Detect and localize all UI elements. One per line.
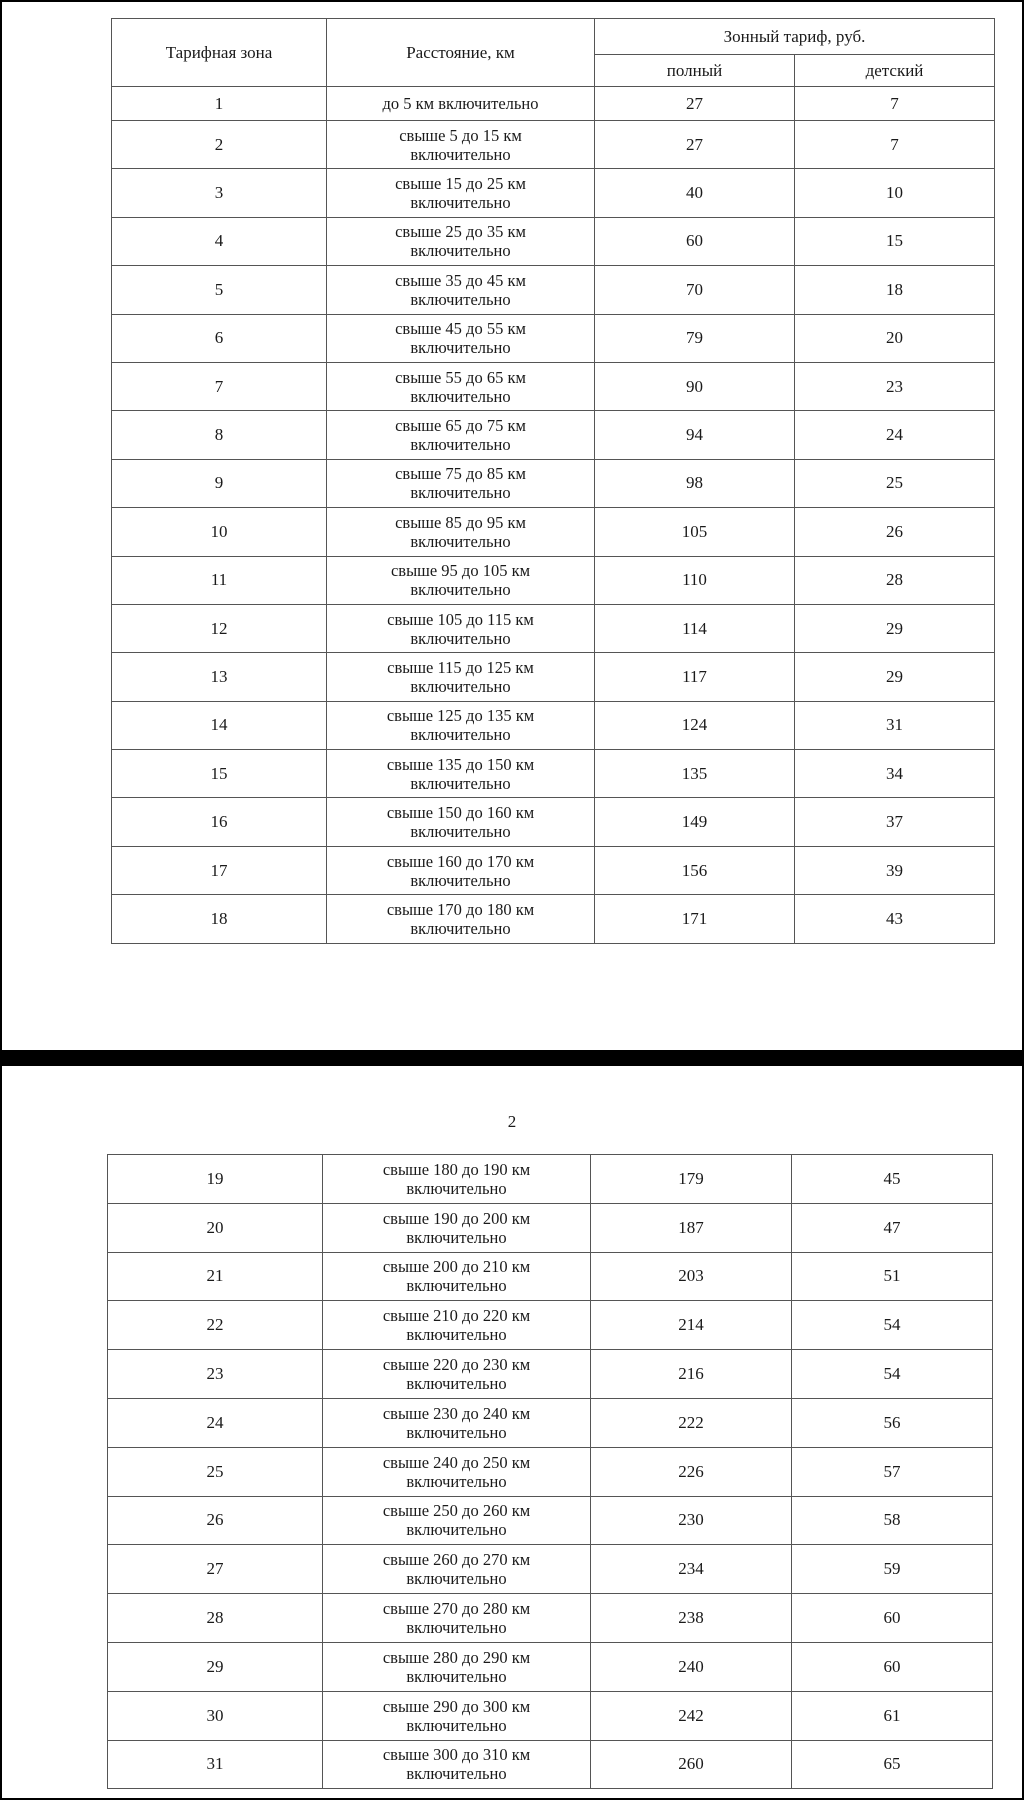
cell-zone: 30 (108, 1691, 323, 1740)
cell-distance (327, 217, 595, 265)
cell-zone: 6 (112, 314, 327, 362)
cell-full-fare: 216 (591, 1350, 792, 1399)
cell-child-fare: 54 (792, 1350, 993, 1399)
cell-zone: 15 (112, 750, 327, 798)
cell-child-fare: 37 (795, 798, 995, 846)
cell-distance (327, 750, 595, 798)
tariff-table-page-2 (107, 1154, 993, 1789)
cell-child-fare: 31 (795, 701, 995, 749)
cell-distance (323, 1691, 591, 1740)
distance-range: свыше 300 до 310 км (382, 1745, 531, 1765)
cell-child-fare: 15 (795, 217, 995, 265)
distance-range: свыше 160 до 170 км (386, 851, 535, 871)
cell-child-fare: 24 (795, 411, 995, 459)
cell-child-fare: 7 (795, 121, 995, 169)
table-row (108, 1350, 993, 1399)
table-row (108, 1642, 993, 1691)
distance-inclusive: включительно (410, 386, 511, 406)
table-row (108, 1398, 993, 1447)
table-row (112, 121, 995, 169)
cell-full-fare: 27 (595, 121, 795, 169)
table-row (108, 1740, 993, 1789)
cell-distance (323, 1545, 591, 1594)
cell-zone: 1 (112, 87, 327, 121)
distance-inclusive: включительно (406, 1374, 507, 1394)
cell-zone: 28 (108, 1594, 323, 1643)
table-row (112, 411, 995, 459)
cell-full-fare: 230 (591, 1496, 792, 1545)
cell-full-fare: 238 (591, 1594, 792, 1643)
distance-range: свыше 85 до 95 км (395, 512, 526, 532)
table-row (112, 556, 995, 604)
distance-range: свыше 200 до 210 км (382, 1257, 531, 1277)
distance-range: свыше 75 до 85 км (395, 464, 526, 484)
cell-distance (327, 653, 595, 701)
distance-inclusive: включительно (410, 870, 511, 890)
distance-range: свыше 105 до 115 км (387, 609, 534, 629)
cell-full-fare: 203 (591, 1252, 792, 1301)
table-row (112, 653, 995, 701)
cell-zone: 31 (108, 1740, 323, 1789)
cell-full-fare: 156 (595, 846, 795, 894)
cell-zone: 8 (112, 411, 327, 459)
cell-child-fare: 29 (795, 653, 995, 701)
distance-inclusive: включительно (410, 676, 511, 696)
table-row (112, 266, 995, 314)
cell-full-fare: 110 (595, 556, 795, 604)
distance-range: свыше 25 до 35 км (395, 222, 526, 242)
table-row (108, 1545, 993, 1594)
cell-child-fare: 18 (795, 266, 995, 314)
distance-range: свыше 270 до 280 км (382, 1599, 531, 1619)
cell-distance (327, 362, 595, 410)
header-zone: Тарифная зона (112, 19, 327, 87)
distance-range: свыше 35 до 45 км (395, 270, 526, 290)
distance-inclusive: включительно (410, 435, 511, 455)
distance-inclusive: включительно (406, 1764, 507, 1784)
distance-inclusive: включительно (406, 1178, 507, 1198)
distance-inclusive: включительно (410, 773, 511, 793)
header-tariff-group: Зонный тариф, руб. (595, 19, 995, 55)
distance-inclusive: включительно (410, 531, 511, 551)
page-separator (0, 1050, 1024, 1066)
cell-distance (327, 266, 595, 314)
cell-distance (323, 1350, 591, 1399)
cell-zone: 29 (108, 1642, 323, 1691)
cell-child-fare: 28 (795, 556, 995, 604)
header-full: полный (595, 55, 795, 87)
table-row (108, 1252, 993, 1301)
cell-child-fare: 60 (792, 1594, 993, 1643)
cell-child-fare: 29 (795, 604, 995, 652)
cell-distance (327, 798, 595, 846)
cell-child-fare: 56 (792, 1398, 993, 1447)
table-row (112, 604, 995, 652)
distance-range: свыше 220 до 230 км (382, 1355, 531, 1375)
cell-full-fare: 179 (591, 1155, 792, 1204)
cell-full-fare: 187 (591, 1203, 792, 1252)
distance-inclusive: включительно (410, 580, 511, 600)
distance-inclusive: включительно (406, 1276, 507, 1296)
cell-zone: 4 (112, 217, 327, 265)
cell-full-fare: 94 (595, 411, 795, 459)
table-row (108, 1496, 993, 1545)
table-row (112, 895, 995, 943)
cell-distance (327, 87, 595, 121)
table-row (108, 1155, 993, 1204)
cell-distance (323, 1594, 591, 1643)
cell-full-fare: 90 (595, 362, 795, 410)
distance-range: свыше 95 до 105 км (390, 561, 531, 581)
header-distance: Расстояние, км (327, 19, 595, 87)
cell-zone: 16 (112, 798, 327, 846)
cell-full-fare: 40 (595, 169, 795, 217)
cell-distance (323, 1252, 591, 1301)
table-row (108, 1203, 993, 1252)
cell-zone: 17 (112, 846, 327, 894)
cell-zone: 7 (112, 362, 327, 410)
cell-full-fare: 222 (591, 1398, 792, 1447)
cell-zone: 27 (108, 1545, 323, 1594)
cell-distance (327, 508, 595, 556)
distance-inclusive: включительно (410, 918, 511, 938)
cell-zone: 26 (108, 1496, 323, 1545)
cell-zone: 18 (112, 895, 327, 943)
cell-zone: 14 (112, 701, 327, 749)
cell-distance (327, 411, 595, 459)
table-row (112, 846, 995, 894)
cell-child-fare: 59 (792, 1545, 993, 1594)
cell-zone: 11 (112, 556, 327, 604)
cell-distance (323, 1155, 591, 1204)
distance-range: свыше 240 до 250 км (382, 1452, 531, 1472)
cell-full-fare: 27 (595, 87, 795, 121)
cell-child-fare: 47 (792, 1203, 993, 1252)
header-child: детский (795, 55, 995, 87)
cell-distance (327, 556, 595, 604)
distance-inclusive: включительно (406, 1569, 507, 1589)
distance-inclusive: включительно (410, 338, 511, 358)
table-row (108, 1594, 993, 1643)
table-row (108, 1691, 993, 1740)
distance-range: свыше 230 до 240 км (382, 1403, 531, 1423)
cell-full-fare: 234 (591, 1545, 792, 1594)
cell-distance (327, 459, 595, 507)
cell-zone: 3 (112, 169, 327, 217)
cell-full-fare: 114 (595, 604, 795, 652)
distance-range: свыше 150 до 160 км (386, 803, 535, 823)
distance-inclusive: включительно (406, 1715, 507, 1735)
page-number: 2 (507, 1112, 517, 1131)
cell-full-fare: 60 (595, 217, 795, 265)
cell-distance (323, 1398, 591, 1447)
distance-inclusive: включительно (406, 1520, 507, 1540)
distance-inclusive: включительно (406, 1471, 507, 1491)
cell-child-fare: 34 (795, 750, 995, 798)
distance-range: свыше 290 до 300 км (382, 1696, 531, 1716)
table-row (112, 217, 995, 265)
table-row (112, 169, 995, 217)
distance-inclusive: включительно (410, 725, 511, 745)
distance-inclusive: включительно (410, 241, 511, 261)
cell-full-fare: 124 (595, 701, 795, 749)
table-row (112, 701, 995, 749)
table-row (112, 508, 995, 556)
cell-child-fare: 20 (795, 314, 995, 362)
cell-child-fare: 54 (792, 1301, 993, 1350)
cell-child-fare: 26 (795, 508, 995, 556)
cell-full-fare: 105 (595, 508, 795, 556)
table-row (112, 314, 995, 362)
cell-zone: 21 (108, 1252, 323, 1301)
cell-full-fare: 149 (595, 798, 795, 846)
cell-distance (327, 121, 595, 169)
distance-range: свыше 135 до 150 км (386, 754, 535, 774)
cell-distance (323, 1301, 591, 1350)
distance-range: свыше 280 до 290 км (382, 1647, 531, 1667)
cell-zone: 25 (108, 1447, 323, 1496)
table-row (112, 750, 995, 798)
distance-range: до 5 км включительно (382, 94, 539, 113)
cell-distance (327, 169, 595, 217)
table-row (112, 798, 995, 846)
cell-distance (323, 1447, 591, 1496)
table-row (108, 1447, 993, 1496)
distance-inclusive: включительно (410, 628, 511, 648)
cell-full-fare: 214 (591, 1301, 792, 1350)
distance-range: свыше 5 до 15 км (399, 125, 522, 145)
cell-full-fare: 240 (591, 1642, 792, 1691)
distance-range: свыше 170 до 180 км (386, 899, 535, 919)
cell-child-fare: 10 (795, 169, 995, 217)
cell-full-fare: 135 (595, 750, 795, 798)
tariff-table-page-1 (111, 18, 995, 944)
document-page-2 (0, 1066, 1024, 1800)
cell-distance (327, 895, 595, 943)
distance-inclusive: включительно (406, 1666, 507, 1686)
cell-child-fare: 58 (792, 1496, 993, 1545)
cell-child-fare: 43 (795, 895, 995, 943)
cell-full-fare: 171 (595, 895, 795, 943)
distance-range: свыше 180 до 190 км (382, 1159, 531, 1179)
cell-distance (327, 846, 595, 894)
cell-zone: 9 (112, 459, 327, 507)
distance-inclusive: включительно (406, 1325, 507, 1345)
distance-range: свыше 210 до 220 км (382, 1306, 531, 1326)
cell-zone: 20 (108, 1203, 323, 1252)
cell-zone: 12 (112, 604, 327, 652)
cell-child-fare: 25 (795, 459, 995, 507)
distance-inclusive: включительно (410, 483, 511, 503)
cell-distance (327, 314, 595, 362)
table-row (112, 87, 995, 121)
cell-full-fare: 242 (591, 1691, 792, 1740)
distance-range: свыше 260 до 270 км (382, 1550, 531, 1570)
cell-distance (327, 701, 595, 749)
cell-child-fare: 61 (792, 1691, 993, 1740)
cell-zone: 5 (112, 266, 327, 314)
distance-inclusive: включительно (410, 144, 511, 164)
cell-child-fare: 60 (792, 1642, 993, 1691)
distance-range: свыше 65 до 75 км (395, 416, 526, 436)
cell-zone: 13 (112, 653, 327, 701)
cell-zone: 24 (108, 1398, 323, 1447)
cell-zone: 22 (108, 1301, 323, 1350)
cell-full-fare: 79 (595, 314, 795, 362)
distance-range: свыше 45 до 55 км (395, 319, 526, 339)
cell-child-fare: 39 (795, 846, 995, 894)
distance-range: свыше 55 до 65 км (395, 367, 526, 387)
distance-range: свыше 115 до 125 км (387, 657, 534, 677)
cell-zone: 2 (112, 121, 327, 169)
cell-full-fare: 70 (595, 266, 795, 314)
cell-distance (323, 1740, 591, 1789)
cell-child-fare: 7 (795, 87, 995, 121)
cell-zone: 10 (112, 508, 327, 556)
cell-child-fare: 57 (792, 1447, 993, 1496)
cell-distance (327, 604, 595, 652)
cell-full-fare: 260 (591, 1740, 792, 1789)
distance-inclusive: включительно (410, 193, 511, 213)
distance-range: свыше 15 до 25 км (395, 174, 526, 194)
distance-inclusive: включительно (410, 289, 511, 309)
distance-inclusive: включительно (406, 1227, 507, 1247)
cell-child-fare: 45 (792, 1155, 993, 1204)
distance-inclusive: включительно (410, 822, 511, 842)
distance-inclusive: включительно (406, 1422, 507, 1442)
cell-distance (323, 1496, 591, 1545)
distance-range: свыше 190 до 200 км (382, 1208, 531, 1228)
cell-child-fare: 65 (792, 1740, 993, 1789)
cell-child-fare: 51 (792, 1252, 993, 1301)
cell-zone: 23 (108, 1350, 323, 1399)
distance-range: свыше 250 до 260 км (382, 1501, 531, 1521)
cell-full-fare: 117 (595, 653, 795, 701)
table-row (112, 362, 995, 410)
distance-range: свыше 125 до 135 км (386, 706, 535, 726)
cell-full-fare: 226 (591, 1447, 792, 1496)
cell-child-fare: 23 (795, 362, 995, 410)
distance-inclusive: включительно (406, 1618, 507, 1638)
cell-distance (323, 1642, 591, 1691)
cell-full-fare: 98 (595, 459, 795, 507)
cell-zone: 19 (108, 1155, 323, 1204)
table-row (108, 1301, 993, 1350)
table-row (112, 459, 995, 507)
cell-distance (323, 1203, 591, 1252)
